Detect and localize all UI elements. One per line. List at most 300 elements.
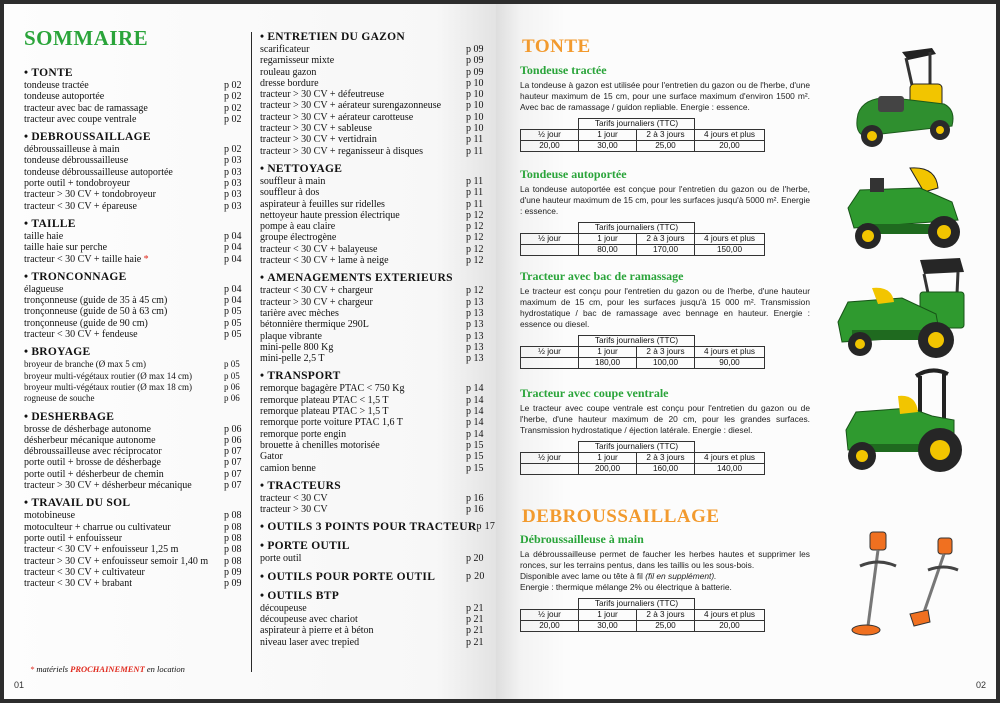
toc-entry[interactable] xyxy=(260,383,488,394)
toc-entry-label: porte outil + enfouisseur xyxy=(24,532,123,544)
toc-entry-label: tracteur < 30 CV + taille haie * xyxy=(24,253,149,265)
toc-entry[interactable] xyxy=(260,67,488,78)
toc-entry-label: découpeuse avec chariot xyxy=(260,613,358,625)
toc-page-ref: p 08 xyxy=(224,510,242,522)
toc-entry[interactable] xyxy=(260,100,488,111)
toc-entry[interactable] xyxy=(260,553,488,564)
bullet: • xyxy=(260,570,265,583)
toc-entry[interactable] xyxy=(260,146,488,157)
toc-entry-label: plaque vibrante xyxy=(260,330,322,342)
toc-section-label: DEBROUSSAILLAGE xyxy=(31,131,151,144)
toc-entry[interactable] xyxy=(24,556,246,567)
toc-entry[interactable] xyxy=(24,393,246,404)
toc-entry[interactable] xyxy=(260,187,488,198)
toc-entry[interactable] xyxy=(260,637,488,648)
toc-page-ref: p 08 xyxy=(224,532,242,544)
toc-entry[interactable] xyxy=(260,134,488,145)
toc-page-ref: p 05 xyxy=(224,329,242,341)
toc-entry[interactable] xyxy=(260,463,488,474)
toc-section-heading xyxy=(260,162,488,176)
bullet: • xyxy=(260,589,265,602)
toc-entry[interactable] xyxy=(260,210,488,221)
toc-page-ref: p 10 xyxy=(466,77,484,89)
page-title: SOMMAIRE xyxy=(24,26,149,50)
page-number: 01 xyxy=(14,680,25,690)
toc-page-ref: p 14 xyxy=(466,417,484,429)
toc-section-title xyxy=(24,66,73,80)
tarif-price: 180,00 xyxy=(579,358,637,369)
toc-page-ref: p 13 xyxy=(466,341,484,353)
toc-entry-label: brouette à chenilles motorisée xyxy=(260,439,380,451)
tarif-header: 1 jour xyxy=(579,610,637,621)
product-name: Tracteur avec coupe ventrale xyxy=(520,386,669,400)
toc-entry-label: porte outil xyxy=(260,553,302,565)
tarif-empty-cell xyxy=(695,119,765,130)
toc-page-ref: p 12 xyxy=(466,255,484,267)
toc-section xyxy=(260,162,488,266)
toc-entry[interactable] xyxy=(260,406,488,417)
toc-entry[interactable] xyxy=(24,457,246,468)
toc-entry-label: niveau laser avec trepied xyxy=(260,636,360,648)
toc-entry[interactable] xyxy=(24,329,246,340)
toc-entry[interactable] xyxy=(24,284,246,295)
product-energy: Energie : thermique mélange 2% ou électrique à batterie. xyxy=(520,582,732,592)
toc-section-title xyxy=(260,271,453,285)
toc-entry[interactable] xyxy=(260,417,488,428)
tarif-header: 2 à 3 jours xyxy=(637,234,695,245)
toc-entry[interactable] xyxy=(24,578,246,589)
product-tondeuse-autoportee xyxy=(520,166,810,256)
toc-page-ref: p 02 xyxy=(224,80,242,91)
tarif-caption-row xyxy=(521,599,765,610)
toc-entry[interactable] xyxy=(24,178,246,189)
toc-entry-label: nettoyeur haute pression électrique xyxy=(260,209,400,221)
toc-page-ref: p 12 xyxy=(466,209,484,221)
toc-entry[interactable] xyxy=(24,91,246,102)
bullet: • xyxy=(260,521,265,534)
toc-entry[interactable] xyxy=(260,451,488,462)
bullet: • xyxy=(260,31,265,43)
tarif-header: 4 jours et plus xyxy=(695,610,765,621)
toc-entry[interactable] xyxy=(260,342,488,353)
tarif-header: 1 jour xyxy=(579,453,637,464)
tarif-price: 30,00 xyxy=(579,141,637,152)
tarif-table xyxy=(520,335,765,369)
toc-entry[interactable] xyxy=(260,493,488,504)
toc-entry-label: tondeuse tractée xyxy=(24,80,89,91)
push-mower-illustration xyxy=(844,44,964,154)
toc-page-ref: p 11 xyxy=(466,175,484,187)
toc-section-label: ENTRETIEN DU GAZON xyxy=(267,31,406,43)
toc-entry-label: broyeur multi-végétaux routier (Ø max 18 cm) xyxy=(24,381,192,392)
toc-entry-label: tracteur > 30 CV + sableuse xyxy=(260,123,372,135)
product-debroussailleuse xyxy=(520,531,810,632)
bullet: • xyxy=(24,497,29,510)
toc-page-ref: p 05 xyxy=(224,359,240,370)
toc-entry[interactable] xyxy=(24,201,246,212)
tarif-caption: Tarifs journaliers (TTC) xyxy=(579,336,695,347)
product-tracteur-bac xyxy=(520,268,810,369)
toc-entry-label: motoculteur + charrue ou cultivateur xyxy=(24,521,171,533)
toc-entry-label: tracteur > 30 CV xyxy=(260,504,328,516)
toc-entry-label: remorque porte engin xyxy=(260,428,347,440)
product-name: Débroussailleuse à main xyxy=(520,532,644,546)
toc-entry-label: pompe à eau claire xyxy=(260,221,336,233)
toc-section-label: BROYAGE xyxy=(31,346,91,359)
page-number: 02 xyxy=(975,680,986,690)
tarif-header: ½ jour xyxy=(521,453,579,464)
toc-section xyxy=(24,270,246,340)
toc-entry-label: motobineuse xyxy=(24,510,76,522)
tarif-price-row xyxy=(521,141,765,152)
toc-section xyxy=(24,345,246,404)
tarif-price: 160,00 xyxy=(637,464,695,475)
toc-entry-label: tracteur < 30 CV + épareuse xyxy=(24,200,137,212)
toc-entry-label: tracteur < 30 CV xyxy=(260,492,328,504)
toc-page-ref: p 05 xyxy=(224,317,242,329)
toc-section-label: TAILLE xyxy=(31,217,76,230)
toc-entry[interactable] xyxy=(260,319,488,330)
left-page-sommaire xyxy=(4,4,496,699)
toc-page-ref: p 07 xyxy=(224,446,242,458)
toc-page-ref: p 07 xyxy=(224,457,242,469)
toc-page-ref: p 08 xyxy=(224,544,242,556)
toc-page-ref: p 02 xyxy=(224,102,242,114)
toc-entry-label: tracteur > 30 CV + désherbeur mécanique xyxy=(24,480,192,492)
toc-page-ref: p 21 xyxy=(466,613,484,625)
toc-entry-label: désherbeur mécanique autonome xyxy=(24,434,156,446)
toc-entry[interactable] xyxy=(260,78,488,89)
toc-entry-label: tracteur < 30 CV + balayeuse xyxy=(260,243,378,255)
right-page-tonte xyxy=(496,4,996,699)
tarif-table xyxy=(520,222,765,256)
tarif-price xyxy=(521,245,579,256)
toc-entry-label: groupe électrogène xyxy=(260,232,337,244)
product-description: La tondeuse autoportée est conçue pour l'entretien du gazon ou de l'herbe, d'une hauteur maximum de 15 cm, pour les surfaces jusqu'à 5000 m². Energie : essence. xyxy=(520,184,810,216)
toc-page-ref: p 16 xyxy=(466,504,484,516)
toc-entry-label: tronçonneuse (guide de 35 à 45 cm) xyxy=(24,295,168,307)
toc-section-label: TONTE xyxy=(31,67,73,79)
tarif-price: 20,00 xyxy=(695,621,765,632)
tarif-empty-cell xyxy=(521,442,579,453)
bullet: • xyxy=(260,540,265,553)
toc-section-heading xyxy=(260,589,488,603)
toc-section-title xyxy=(260,162,342,176)
toc-page-ref: p 02 xyxy=(224,144,242,156)
toc-section-heading xyxy=(260,570,488,584)
toc-entry-label: élagueuse xyxy=(24,283,64,295)
tarif-header: 4 jours et plus xyxy=(695,130,765,141)
toc-entry[interactable] xyxy=(24,80,246,91)
toc-entry[interactable] xyxy=(24,567,246,578)
toc-entry[interactable] xyxy=(260,614,488,625)
toc-page-ref: p 02 xyxy=(224,113,242,125)
toc-entry[interactable] xyxy=(24,371,246,382)
tarif-price-row xyxy=(521,464,765,475)
toc-entry[interactable] xyxy=(24,155,246,166)
bullet: • xyxy=(24,346,29,359)
toc-page-ref: p 09 xyxy=(466,66,484,78)
tarif-price: 25,00 xyxy=(637,621,695,632)
toc-entry-label: dresse bordure xyxy=(260,77,319,89)
toc-entry-label: tracteur < 30 CV + brabant xyxy=(24,578,133,590)
toc-entry-label: bétonnière thermique 290L xyxy=(260,319,369,331)
toc-entry-label: tracteur > 30 CV + chargeur xyxy=(260,296,373,308)
tarif-header: 4 jours et plus xyxy=(695,234,765,245)
toc-entry[interactable] xyxy=(260,603,488,614)
toc-entry-label: scarificateur xyxy=(260,44,310,55)
toc-entry[interactable] xyxy=(24,469,246,480)
tarif-price-row xyxy=(521,358,765,369)
bullet: • xyxy=(24,270,29,283)
toc-page-ref: p 09 xyxy=(466,55,484,67)
toc-entry-label: porte outil + désherbeur de chemin xyxy=(24,468,164,480)
toc-entry-label: aspirateur à pierre et à béton xyxy=(260,625,374,637)
toc-page-ref: p 06 xyxy=(224,423,242,435)
toc-entry[interactable] xyxy=(260,625,488,636)
toc-section-title xyxy=(260,369,341,383)
toc-section xyxy=(24,410,246,492)
tarif-header: ½ jour xyxy=(521,610,579,621)
toc-entry[interactable] xyxy=(260,297,488,308)
toc-entry[interactable] xyxy=(24,167,246,178)
tarif-header: 1 jour xyxy=(579,130,637,141)
tarif-caption: Tarifs journaliers (TTC) xyxy=(579,223,695,234)
tarif-price xyxy=(521,358,579,369)
toc-entry[interactable] xyxy=(260,44,488,55)
toc-entry[interactable] xyxy=(260,440,488,451)
toc-entry[interactable] xyxy=(24,446,246,457)
toc-entry[interactable] xyxy=(24,544,246,555)
toc-page-ref: p 08 xyxy=(224,555,242,567)
toc-entry[interactable] xyxy=(260,255,488,266)
toc-section-label: NETTOYAGE xyxy=(267,162,343,175)
toc-entry-label: regarnisseur mixte xyxy=(260,55,335,67)
toc-section-label: OUTILS BTP xyxy=(267,589,340,602)
toc-entry[interactable] xyxy=(24,103,246,114)
tarif-caption-row xyxy=(521,119,765,130)
bullet: • xyxy=(24,410,29,423)
toc-entry-label: taille haie sur perche xyxy=(24,242,108,254)
toc-section-label: OUTILS POUR PORTE OUTIL xyxy=(267,570,436,583)
toc-entry-label: tracteur < 30 CV + fendeuse xyxy=(24,329,138,341)
toc-entry[interactable] xyxy=(24,306,246,317)
toc-entry[interactable] xyxy=(260,112,488,123)
toc-entry[interactable] xyxy=(24,533,246,544)
toc-page-ref: p 07 xyxy=(224,480,242,492)
toc-entry[interactable] xyxy=(24,522,246,533)
section-title-debroussaillage: DEBROUSSAILLAGE xyxy=(522,506,720,527)
toc-page-ref: p 06 xyxy=(224,393,240,404)
toc-page-ref: p 15 xyxy=(466,451,484,463)
toc-section-heading xyxy=(260,479,488,493)
toc-entry[interactable] xyxy=(260,232,488,243)
column-divider xyxy=(251,32,252,672)
toc-page-ref: p 03 xyxy=(224,189,242,201)
toc-entry-label: tracteur > 30 CV + défeutreuse xyxy=(260,89,385,101)
toc-entry-label: tracteur < 30 CV + lame à neige xyxy=(260,255,389,267)
toc-entry[interactable] xyxy=(260,308,488,319)
toc-page-ref: p 15 xyxy=(466,439,484,451)
toc-entry[interactable] xyxy=(24,295,246,306)
toc-entry-label: taille haie xyxy=(24,230,64,242)
toc-entry-label: tondeuse débroussailleuse autoportée xyxy=(24,166,173,178)
toc-entry-label: remorque plateau PTAC < 1,5 T xyxy=(260,394,389,406)
toc-page-ref: p 11 xyxy=(466,134,484,146)
toc-entry[interactable] xyxy=(24,318,246,329)
toc-entry-label: broyeur multi-végétaux routier (Ø max 14 cm) xyxy=(24,370,192,381)
toc-entry-label: camion benne xyxy=(260,462,316,474)
toc-entry[interactable] xyxy=(260,221,488,232)
toc-section-label: DESHERBAGE xyxy=(31,410,115,423)
toc-section xyxy=(260,271,488,364)
toc-section xyxy=(24,66,246,125)
toc-page-ref: p 12 xyxy=(466,232,484,244)
toc-section-heading xyxy=(260,369,488,383)
toc-entry-label: tracteur < 30 CV + cultivateur xyxy=(24,566,145,578)
toc-section xyxy=(24,130,246,212)
toc-section-heading xyxy=(24,270,246,284)
toc-page-ref: p 17 xyxy=(476,521,496,533)
tarif-price: 20,00 xyxy=(521,141,579,152)
toc-page-ref: p 04 xyxy=(224,295,242,307)
toc-section-title xyxy=(24,496,130,510)
tarif-header: 2 à 3 jours xyxy=(637,610,695,621)
toc-section-title xyxy=(260,589,339,603)
toc-entry-label: débroussailleuse avec réciprocator xyxy=(24,446,162,458)
toc-entry-label: mini-pelle 800 Kg xyxy=(260,341,334,353)
toc-entry[interactable] xyxy=(260,331,488,342)
toc-entry[interactable] xyxy=(24,435,246,446)
product-tondeuse-tractee xyxy=(520,62,810,152)
toc-entry[interactable] xyxy=(24,424,246,435)
toc-page-ref: p 10 xyxy=(466,123,484,135)
tarif-header-row xyxy=(521,610,765,621)
toc-entry[interactable] xyxy=(260,123,488,134)
toc-entry[interactable] xyxy=(260,55,488,66)
tarif-caption: Tarifs journaliers (TTC) xyxy=(579,442,695,453)
bullet: • xyxy=(260,370,265,383)
toc-page-ref: p 10 xyxy=(466,111,484,123)
tarif-header: 1 jour xyxy=(579,347,637,358)
toc-section xyxy=(260,589,488,648)
toc-entry[interactable] xyxy=(24,231,246,242)
toc-entry[interactable] xyxy=(260,176,488,187)
toc-entry[interactable] xyxy=(24,382,246,393)
toc-entry-label: découpeuse xyxy=(260,602,307,614)
tarif-table xyxy=(520,118,765,152)
toc-page-ref: p 04 xyxy=(224,253,242,265)
toc-entry[interactable] xyxy=(260,89,488,100)
toc-entry-label: remorque porte voiture PTAC 1,6 T xyxy=(260,417,403,429)
toc-entry[interactable] xyxy=(24,144,246,155)
toc-entry-label: tracteur < 30 CV + chargeur xyxy=(260,285,373,297)
toc-page-ref: p 21 xyxy=(466,625,484,637)
toc-page-ref: p 05 xyxy=(224,306,242,318)
toc-page-ref: p 10 xyxy=(466,100,484,112)
toc-page-ref: p 14 xyxy=(466,394,484,406)
toc-entry-label: tondeuse autoportée xyxy=(24,91,105,103)
toc-section-heading xyxy=(24,410,246,424)
toc-section xyxy=(24,217,246,265)
toc-section xyxy=(260,479,488,516)
tarif-price: 25,00 xyxy=(637,141,695,152)
toc-entry[interactable] xyxy=(260,504,488,515)
toc-entry[interactable] xyxy=(260,353,488,364)
tarif-header: ½ jour xyxy=(521,130,579,141)
bullet: • xyxy=(24,67,29,79)
toc-entry[interactable] xyxy=(260,244,488,255)
toc-section-heading xyxy=(260,30,488,44)
tarif-price: 30,00 xyxy=(579,621,637,632)
toc-section-title xyxy=(24,217,76,231)
tarif-header: 2 à 3 jours xyxy=(637,347,695,358)
toc-entry[interactable] xyxy=(24,254,246,265)
toc-section-title xyxy=(24,130,151,144)
toc-section-label: TRANSPORT xyxy=(267,370,341,383)
toc-page-ref: p 06 xyxy=(224,434,242,446)
toc-entry-label: débroussailleuse à main xyxy=(24,144,120,156)
toc-page-ref: p 20 xyxy=(466,570,485,582)
product-description: Le tracteur est conçu pour l'entretien du gazon ou de l'herbe, d'une hauteur maximum de 15 cm, pour les surfaces jusqu'à 15 000 m². Transmission hydrostatique / bac de ramassage avec bennage en hauteur. Energie : essence ou diesel. xyxy=(520,286,810,329)
toc-section-heading xyxy=(24,496,246,510)
toc-section-title xyxy=(260,520,476,534)
tarif-empty-cell xyxy=(695,223,765,234)
tarif-empty-cell xyxy=(521,599,579,610)
toc-entry[interactable] xyxy=(260,429,488,440)
tarif-empty-cell xyxy=(521,223,579,234)
compact-tractor-illustration xyxy=(836,368,966,483)
toc-page-ref: p 04 xyxy=(224,283,242,295)
toc-entry[interactable] xyxy=(260,285,488,296)
toc-entry[interactable] xyxy=(260,395,488,406)
toc-page-ref: p 11 xyxy=(466,198,484,210)
product-description: La tondeuse à gazon est utilisée pour l'entretien du gazon ou de l'herbe, d'une hauteur maximum de 15 cm, pour une surface maximum d'environ 1500 m². Avec bac de ramassage / guidon repliable. Energie : essence. xyxy=(520,80,810,112)
product-description: Le tracteur avec coupe ventrale est conçu pour l'entretien du gazon ou de l'herbe, d'une hauteur maximum de 20 cm, pour les grandes surfaces. Transmission hydrostatique / éjection latérale. Energie : diesel. xyxy=(520,403,810,435)
toc-section-heading xyxy=(24,130,246,144)
toc-section-heading xyxy=(260,520,496,534)
toc-entry[interactable] xyxy=(24,189,246,200)
product-name: Tondeuse autoportée xyxy=(520,167,627,181)
toc-section-label: AMENAGEMENTS EXTERIEURS xyxy=(267,272,453,285)
toc-entry[interactable] xyxy=(24,359,246,370)
tarif-header-row xyxy=(521,234,765,245)
toc-entry-label: tracteur > 30 CV + vertidrain xyxy=(260,134,377,146)
ride-on-mower-illustration xyxy=(840,158,970,258)
toc-page-ref: p 13 xyxy=(466,307,484,319)
toc-entry[interactable] xyxy=(24,480,246,491)
toc-entry[interactable] xyxy=(260,199,488,210)
toc-page-ref: p 11 xyxy=(466,145,484,157)
toc-entry-label: tracteur avec coupe ventrale xyxy=(24,113,137,125)
tarif-header: 2 à 3 jours xyxy=(637,130,695,141)
tarif-caption-row xyxy=(521,336,765,347)
toc-section xyxy=(260,539,488,564)
toc-entry[interactable] xyxy=(24,242,246,253)
bullet: • xyxy=(260,162,265,175)
toc-entry[interactable] xyxy=(24,510,246,521)
toc-entry[interactable] xyxy=(24,114,246,125)
toc-entry-label: tracteur > 30 CV + tondobroyeur xyxy=(24,189,156,201)
toc-section-label: TRACTEURS xyxy=(267,479,341,492)
product-tracteur-coupe-ventrale xyxy=(520,385,810,475)
tarif-price: 140,00 xyxy=(695,464,765,475)
tarif-price: 200,00 xyxy=(579,464,637,475)
toc-section xyxy=(260,30,488,157)
tarif-price: 170,00 xyxy=(637,245,695,256)
toc-page-ref: p 12 xyxy=(466,221,484,233)
toc-section-label: TRONCONNAGE xyxy=(31,270,127,283)
